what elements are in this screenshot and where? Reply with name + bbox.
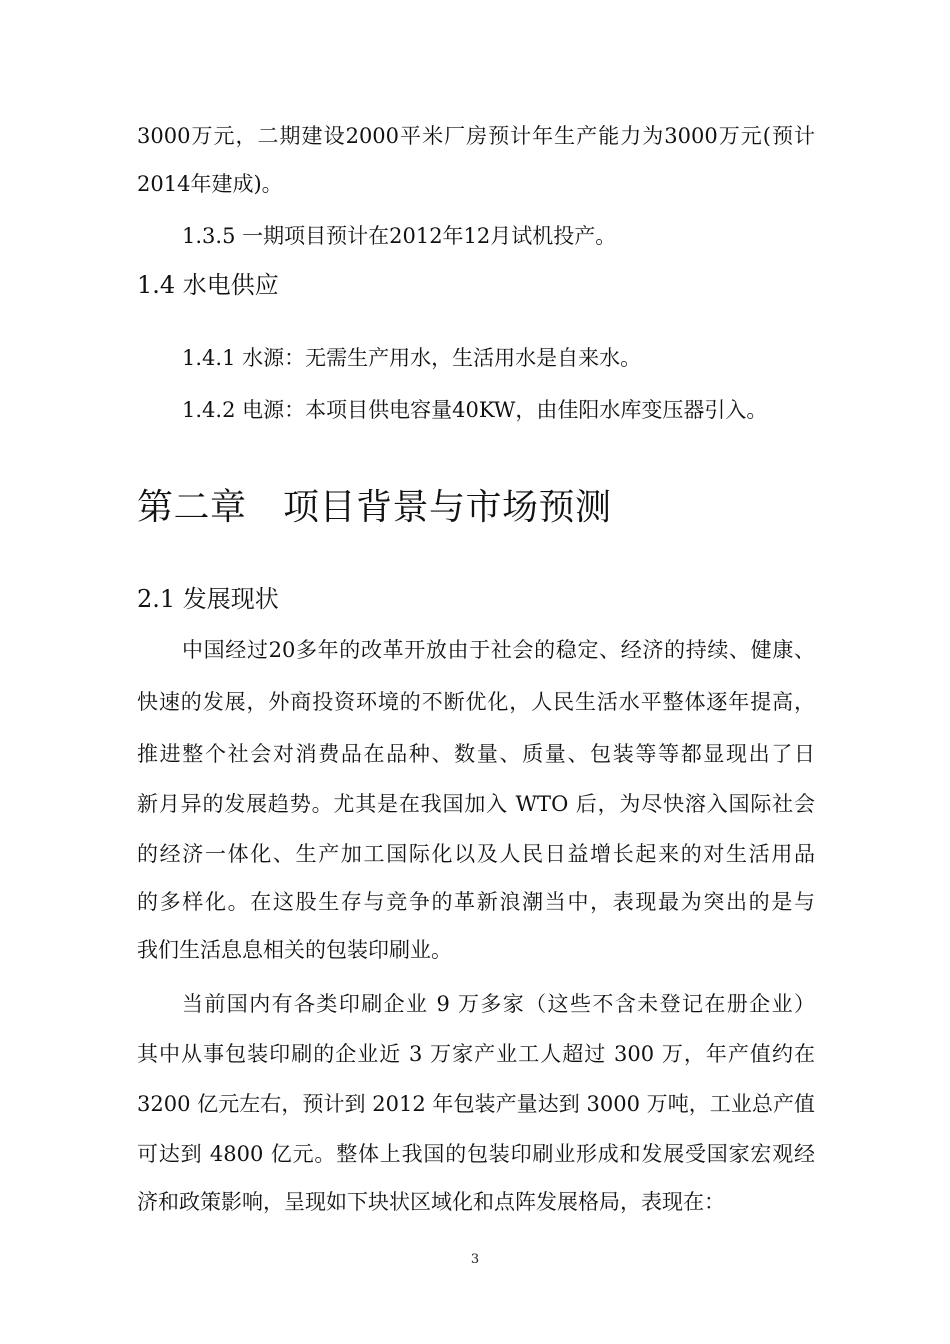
paragraph-1-line-2: 快速的发展，外商投资环境的不断优化，人民生活水平整体逐年提高， xyxy=(137,690,815,714)
paragraph-1-line-1: 中国经过20多年的改革开放由于社会的稳定、经济的持续、健康、 xyxy=(182,638,815,662)
paragraph-2-line-2: 其中从事包装印刷的企业近 3 万家产业工人超过 300 万，年产值约在 xyxy=(137,1042,815,1066)
paragraph-1-line-3: 推进整个社会对消费品在品种、数量、质量、包装等等都显现出了日 xyxy=(137,742,815,766)
paragraph-1-line-4: 新月异的发展趋势。尤其是在我国加入 WTO 后，为尽快溶入国际社会 xyxy=(137,792,815,816)
paragraph-2-line-1: 当前国内有各类印刷企业 9 万多家（这些不含未登记在册企业） xyxy=(182,992,815,1016)
continuation-line-1: 3000万元，二期建设2000平米厂房预计年生产能力为3000万元(预计 xyxy=(137,124,815,148)
paragraph-2-line-3: 3200 亿元左右，预计到 2012 年包装产量达到 3000 万吨，工业总产值 xyxy=(137,1092,815,1116)
section-heading-2-1: 2.1 发展现状 xyxy=(137,585,279,613)
paragraph-1-line-7: 我们生活息息相关的包装印刷业。 xyxy=(137,938,452,962)
continuation-line-2: 2014年建成)。 xyxy=(137,172,283,196)
section-heading-1-4: 1.4 水电供应 xyxy=(137,271,279,299)
chapter-title: 第二章 项目背景与市场预测 xyxy=(137,487,612,528)
paragraph-2-line-5: 济和政策影响，呈现如下块状区域化和点阵发展格局，表现在： xyxy=(137,1190,725,1214)
item-1-4-1: 1.4.1 水源：无需生产用水，生活用水是自来水。 xyxy=(182,346,642,370)
paragraph-1-line-5: 的经济一体化、生产加工国际化以及人民日益增长起来的对生活用品 xyxy=(137,842,815,866)
paragraph-2-line-4: 可达到 4800 亿元。整体上我国的包装印刷业形成和发展受国家宏观经 xyxy=(137,1142,815,1166)
page-number: 3 xyxy=(470,1252,480,1267)
item-1-4-2: 1.4.2 电源：本项目供电容量40KW，由佳阳水库变压器引入。 xyxy=(182,398,768,422)
item-1-3-5: 1.3.5 一期项目预计在2012年12月试机投产。 xyxy=(182,224,617,248)
paragraph-1-line-6: 的多样化。在这股生存与竞争的革新浪潮当中，表现最为突出的是与 xyxy=(137,890,815,914)
